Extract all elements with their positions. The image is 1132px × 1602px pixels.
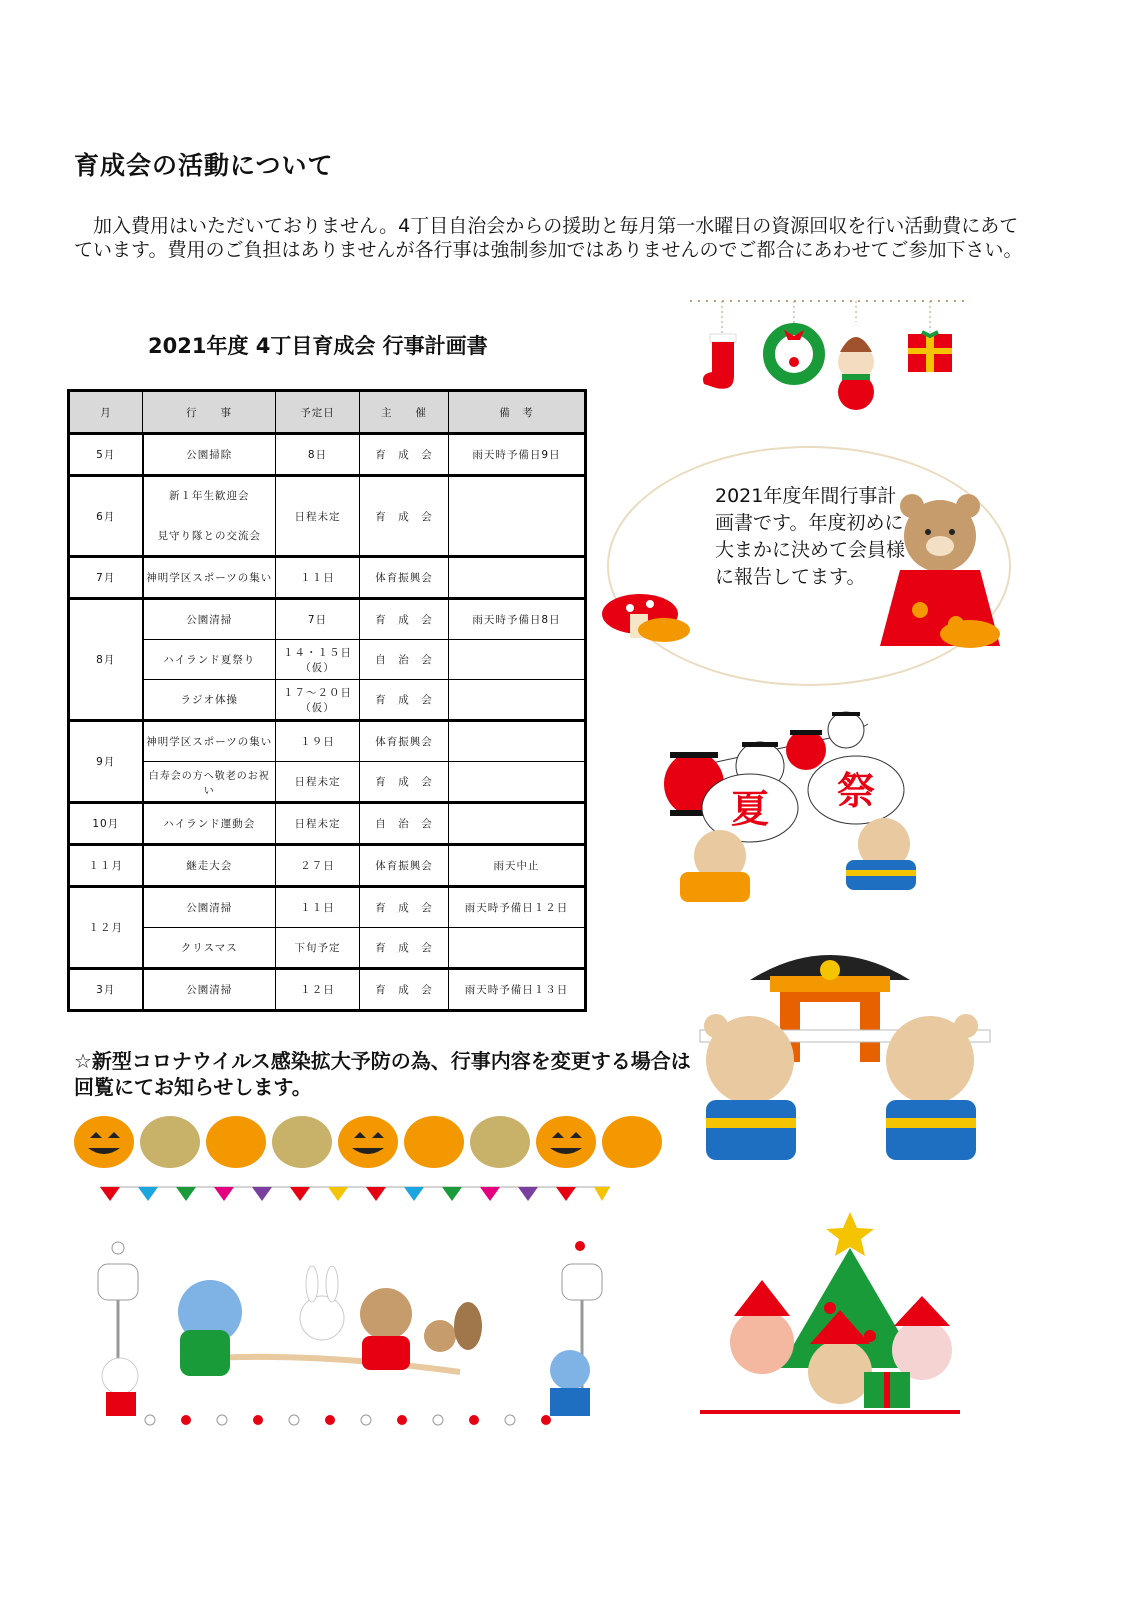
table-row xyxy=(69,680,586,721)
event-cell: 神明学区スポーツの集い xyxy=(143,721,276,762)
month-cell: １１月 xyxy=(69,845,143,887)
date-cell: １９日 xyxy=(276,721,360,762)
date-cell: １１日 xyxy=(276,557,360,599)
host-cell: 体育振興会 xyxy=(360,845,449,887)
month-cell: 5月 xyxy=(69,434,143,476)
date-cell: 日程未定 xyxy=(276,476,360,557)
elephant-icon xyxy=(178,1280,242,1376)
host-cell: 自 治 会 xyxy=(360,803,449,845)
event-cell: クリスマス xyxy=(143,928,276,969)
elephant-icon xyxy=(550,1350,590,1416)
bear-icon xyxy=(886,1014,978,1160)
bear-icon xyxy=(704,1014,796,1160)
pumpkin-icon xyxy=(470,1116,530,1168)
note-cell: 雨天時予備日１２日 xyxy=(449,887,586,928)
gift-box-icon xyxy=(908,332,952,372)
intro-paragraph: 加入費用はいただいておりません。4丁目自治会からの援助と毎月第一水曜日の資源回収を行い活動費にあてています。費用のご負担はありませんが各行事は強制参加ではありませんのでご都合にあわせてご参加下さい。 xyxy=(74,215,1023,261)
bear-mushroom-illustration xyxy=(600,490,1020,680)
fan-icon xyxy=(808,756,904,824)
event-cell: 継走大会 xyxy=(143,845,276,887)
notice-text: ☆新型コロナウイルス感染拡大予防の為、行事内容を変更する場合は回覧にてお知らせします。 xyxy=(74,1049,691,1099)
bear-icon xyxy=(360,1288,412,1370)
host-cell: 育 成 会 xyxy=(360,434,449,476)
date-cell: ２７日 xyxy=(276,845,360,887)
table-row xyxy=(69,434,586,476)
month-cell: 10月 xyxy=(69,803,143,845)
mikoshi-illustration xyxy=(680,920,1010,1170)
jack-o-lantern-icon xyxy=(338,1116,398,1168)
table-row xyxy=(69,557,586,599)
event-cell: 公園清掃 xyxy=(143,887,276,928)
note-cell xyxy=(449,640,586,680)
event-cell: ハイランド運動会 xyxy=(143,803,276,845)
note-cell: 雨天時予備日8日 xyxy=(449,599,586,640)
col-date-header: 予定日 xyxy=(276,391,360,434)
table-row xyxy=(69,476,586,557)
host-cell: 育 成 会 xyxy=(360,599,449,640)
wreath-icon xyxy=(769,329,819,379)
table-row xyxy=(69,599,586,640)
sports-day-illustration xyxy=(90,1240,610,1465)
table-row xyxy=(69,928,586,969)
fan-label-summer: 夏 xyxy=(730,787,770,831)
month-cell: 8月 xyxy=(69,599,143,721)
rabbit-icon xyxy=(102,1358,138,1416)
bunting-flags xyxy=(100,1186,610,1206)
ball-row xyxy=(145,1415,551,1425)
festival-illustration xyxy=(660,708,960,908)
col-event-header: 行 事 xyxy=(143,391,276,434)
host-cell: 育 成 会 xyxy=(360,680,449,721)
date-cell: １１日 xyxy=(276,887,360,928)
col-month-header: 月 xyxy=(69,391,143,434)
event-cell: 白寿会の方へ敬老のお祝い xyxy=(143,762,276,803)
mouse-icon xyxy=(892,1296,952,1380)
pumpkin-icon xyxy=(206,1116,266,1168)
note-cell xyxy=(449,721,586,762)
jack-o-lantern-icon xyxy=(74,1116,134,1168)
table-row xyxy=(69,803,586,845)
host-cell: 育 成 会 xyxy=(360,928,449,969)
pumpkin-icon xyxy=(140,1116,200,1168)
event-line-2: 見守り隊との交流会 xyxy=(157,530,261,542)
date-cell: 下旬予定 xyxy=(276,928,360,969)
snowman-icon xyxy=(838,337,874,410)
bear-icon xyxy=(846,818,916,890)
squirrel-icon xyxy=(424,1302,482,1352)
table-header-row xyxy=(69,391,586,434)
col-note-header: 備 考 xyxy=(449,391,586,434)
jack-o-lantern-icon xyxy=(536,1116,596,1168)
table-row xyxy=(69,845,586,887)
pig-icon xyxy=(730,1280,794,1374)
col-host-header: 主 催 xyxy=(360,391,449,434)
event-cell: ハイランド夏祭り xyxy=(143,640,276,680)
note-cell xyxy=(449,557,586,599)
rabbit-icon xyxy=(300,1266,344,1340)
table-row xyxy=(69,640,586,680)
host-cell: 体育振興会 xyxy=(360,557,449,599)
note-cell xyxy=(449,762,586,803)
note-cell xyxy=(449,680,586,721)
host-cell: 自 治 会 xyxy=(360,640,449,680)
bubble-text: 2021年度年間行事計画書です。年度初めに大まかに決めて会員様に報告してます。 xyxy=(715,485,906,588)
fan-label-festival: 祭 xyxy=(836,769,876,813)
gift-box-icon xyxy=(864,1372,910,1408)
note-cell: 雨天時予備日9日 xyxy=(449,434,586,476)
date-cell: １２日 xyxy=(276,969,360,1011)
mushroom-icon xyxy=(602,594,690,642)
date-cell: 8日 xyxy=(276,434,360,476)
host-cell: 育 成 会 xyxy=(360,762,449,803)
table-row xyxy=(69,721,586,762)
month-cell: 3月 xyxy=(69,969,143,1011)
pumpkin-icon xyxy=(602,1116,662,1168)
date-cell: 日程未定 xyxy=(276,762,360,803)
host-cell: 育 成 会 xyxy=(360,969,449,1011)
christmas-tree-illustration xyxy=(700,1212,990,1422)
christmas-ornaments-illustration xyxy=(690,294,970,424)
bear-icon xyxy=(680,830,750,902)
table-row xyxy=(69,887,586,928)
note-cell: 雨天時予備日１３日 xyxy=(449,969,586,1011)
pumpkin-row xyxy=(74,1108,674,1172)
pumpkin-icon xyxy=(272,1116,332,1168)
note-cell: 雨天中止 xyxy=(449,845,586,887)
event-cell: 神明学区スポーツの集い xyxy=(143,557,276,599)
note-cell xyxy=(449,476,586,557)
event-cell: 公園清掃 xyxy=(143,969,276,1011)
pumpkin-icon xyxy=(404,1116,464,1168)
event-cell xyxy=(143,476,276,557)
plan-title: 2021年度 4丁目育成会 行事計画書 xyxy=(148,334,488,358)
date-cell: 7日 xyxy=(276,599,360,640)
page-heading: 育成会の活動について xyxy=(74,151,334,180)
month-cell: 9月 xyxy=(69,721,143,803)
date-cell: １７～２０日（仮） xyxy=(276,680,360,721)
note-cell xyxy=(449,928,586,969)
event-plan-table xyxy=(67,389,587,1012)
month-cell: 7月 xyxy=(69,557,143,599)
host-cell: 育 成 会 xyxy=(360,476,449,557)
date-cell: １４・１５日（仮） xyxy=(276,640,360,680)
host-cell: 育 成 会 xyxy=(360,887,449,928)
event-cell: 公園掃除 xyxy=(143,434,276,476)
stocking-icon xyxy=(703,334,736,389)
event-cell: ラジオ体操 xyxy=(143,680,276,721)
table-row xyxy=(69,762,586,803)
host-cell: 体育振興会 xyxy=(360,721,449,762)
month-cell: １２月 xyxy=(69,887,143,969)
table-row xyxy=(69,969,586,1011)
month-cell: 6月 xyxy=(69,476,143,557)
lantern-icon xyxy=(786,730,826,770)
note-cell xyxy=(449,803,586,845)
event-cell: 公園清掃 xyxy=(143,599,276,640)
date-cell: 日程未定 xyxy=(276,803,360,845)
event-line-1: 新１年生歓迎会 xyxy=(169,490,250,502)
lantern-icon xyxy=(828,712,864,748)
